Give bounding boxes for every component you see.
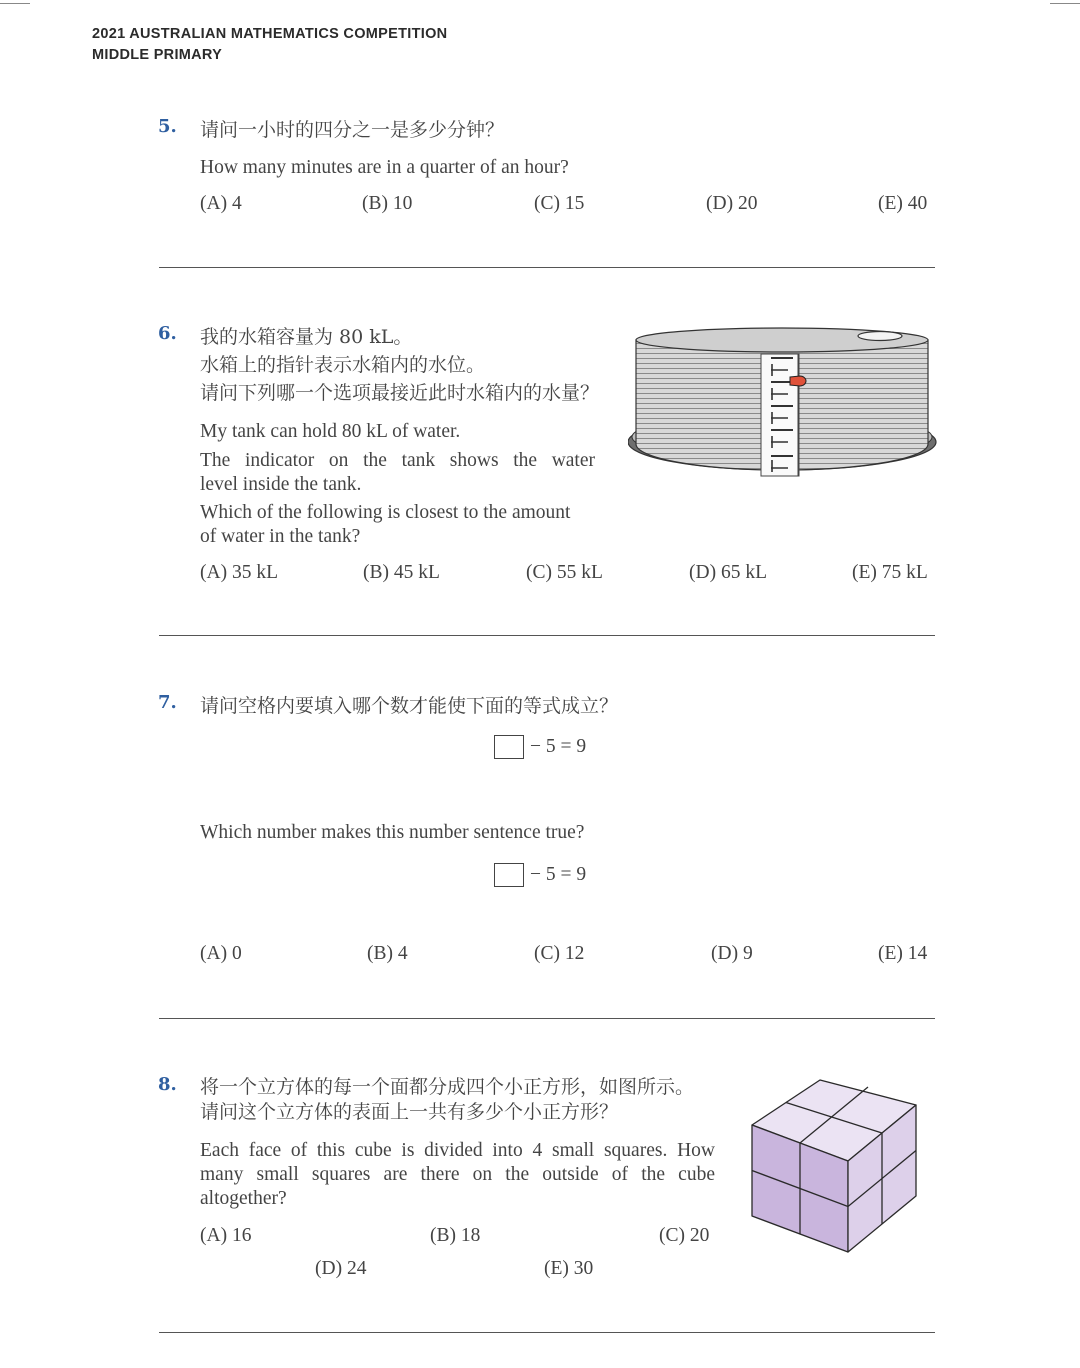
question-7-chinese: 请问空格内要填入哪个数才能使下面的等式成立？ [200,695,619,717]
q6-option-d[interactable]: (D) 65 kL [689,562,767,583]
question-8-english-2: many small squares are there on the outside of the cube [200,1164,715,1185]
question-6-english-1: My tank can hold 80 kL of water. [200,421,461,442]
q6-option-e[interactable]: (E) 75 kL [852,562,928,583]
q8-option-b[interactable]: (B) 18 [430,1225,481,1246]
equation-text: − 5 = 9 [530,736,587,757]
question-6-english-2: The indicator on the tank shows the water [200,450,595,471]
q5-option-a[interactable]: (A) 4 [200,193,242,214]
q8-option-d[interactable]: (D) 24 [315,1258,367,1279]
answer-blank-box [494,863,524,887]
q7-option-c[interactable]: (C) 12 [534,943,585,964]
question-8-english-1: Each face of this cube is divided into 4 small squares. How [200,1140,715,1161]
question-7-english: Which number makes this number sentence true? [200,822,585,843]
corner-mark-left [0,3,30,4]
question-7-number: 7. [158,692,177,713]
water-tank-icon [628,324,940,486]
question-6-number: 6. [158,323,177,344]
q7-option-e[interactable]: (E) 14 [878,943,928,964]
q7-option-b[interactable]: (B) 4 [367,943,408,964]
q6-option-a[interactable]: (A) 35 kL [200,562,278,583]
q5-option-d[interactable]: (D) 20 [706,193,758,214]
water-level-indicator [790,376,806,386]
divider-4 [159,1332,935,1333]
question-6-chinese-3: 请问下列哪一个选项最接近此时水箱内的水量？ [200,382,600,404]
corner-mark-right [1050,3,1080,4]
q7-option-d[interactable]: (D) 9 [711,943,753,964]
equation-text: − 5 = 9 [530,864,587,885]
q8-option-a[interactable]: (A) 16 [200,1225,252,1246]
header-title: 2021 AUSTRALIAN MATHEMATICS COMPETITION [92,26,448,42]
page-header [92,24,447,66]
question-8-chinese-2: 请问这个立方体的表面上一共有多少个小正方形？ [200,1101,619,1123]
divider-2 [159,635,935,636]
q5-option-c[interactable]: (C) 15 [534,193,585,214]
header-subtitle: MIDDLE PRIMARY [92,47,223,63]
question-6-english-3: level inside the tank. [200,474,362,495]
question-8-english-3: altogether? [200,1188,287,1209]
divider-3 [159,1018,935,1019]
tank-lid [858,332,902,341]
q8-option-e[interactable]: (E) 30 [544,1258,594,1279]
answer-blank-box [494,735,524,759]
question-5-chinese: 请问一小时的四分之一是多少分钟？ [200,119,505,141]
question-6-chinese-1: 我的水箱容量为 80 kL。 [200,326,413,348]
water-level-gauge [761,354,799,476]
q8-option-c[interactable]: (C) 20 [659,1225,710,1246]
question-5-number: 5. [158,116,177,137]
q6-option-c[interactable]: (C) 55 kL [526,562,603,583]
question-6-chinese-2: 水箱上的指针表示水箱内的水位。 [200,354,486,376]
equation-english [494,863,586,887]
divided-cube-icon [748,1078,920,1256]
question-5-english: How many minutes are in a quarter of an hour? [200,157,569,178]
question-8-number: 8. [158,1074,177,1095]
q7-option-a[interactable]: (A) 0 [200,943,242,964]
divider-1 [159,267,935,268]
equation-chinese [494,735,586,759]
question-6-english-5: of water in the tank? [200,526,361,547]
question-6-english-4: Which of the following is closest to the amount [200,502,571,523]
q5-option-b[interactable]: (B) 10 [362,193,413,214]
question-8-chinese-1: 将一个立方体的每一个面都分成四个小正方形，如图所示。 [200,1076,695,1098]
q6-option-b[interactable]: (B) 45 kL [363,562,440,583]
q5-option-e[interactable]: (E) 40 [878,193,928,214]
